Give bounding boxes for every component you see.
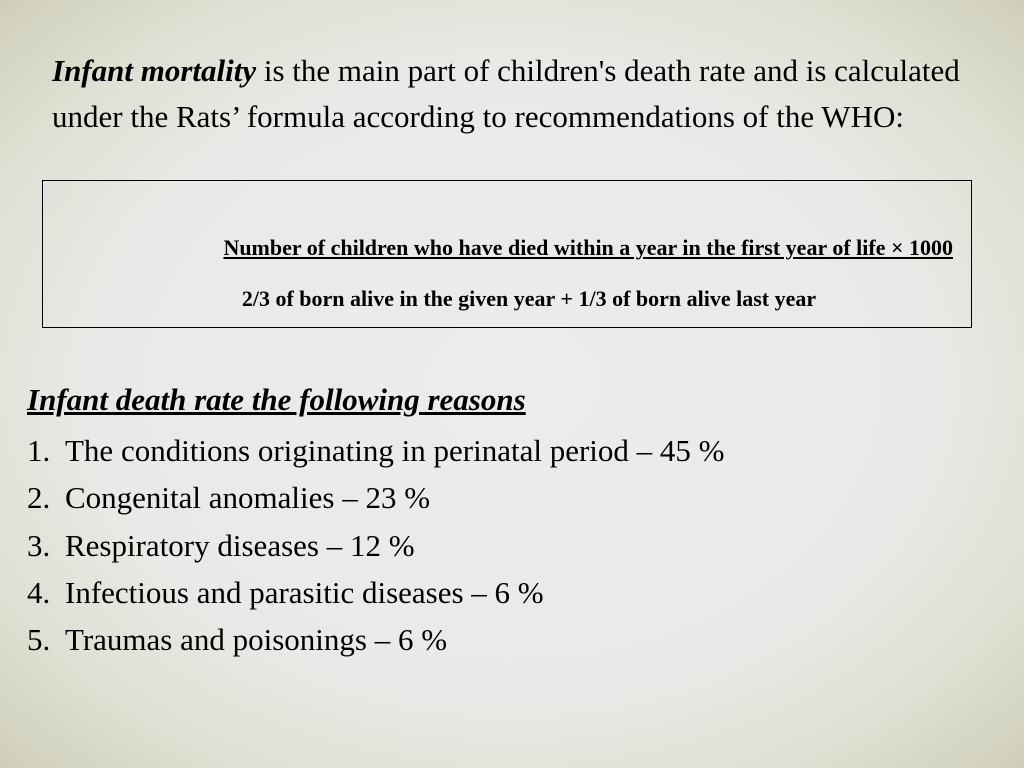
list-item-text: Traumas and poisonings – 6 % [65, 622, 448, 658]
intro-term: Infant mortality [52, 53, 257, 88]
list-item [27, 618, 724, 665]
list-item-text: The conditions originating in perinatal period – 45 % [65, 433, 725, 468]
list-item-text: Respiratory diseases – 12 % [65, 527, 415, 563]
list-item-number: 1. [27, 433, 51, 468]
reasons-list [27, 429, 724, 665]
reasons-heading: Infant death rate the following reasons [27, 382, 526, 417]
list-item [27, 429, 724, 476]
list-item-number: 5. [27, 622, 51, 658]
formula-denominator: 2/3 of born alive in the given year + 1/3 of born alive last year [241, 286, 817, 311]
intro-paragraph [52, 48, 982, 140]
list-item [27, 524, 724, 571]
list-item [27, 571, 724, 618]
intro-text: is the main part of children's death rate and is calculated under the Rats’ formula according to recommendations of the WHO: [52, 53, 960, 134]
list-item-text: Infectious and parasitic diseases – 6 % [65, 574, 544, 610]
list-item-number: 2. [27, 480, 51, 516]
list-item-number: 4. [27, 574, 51, 610]
formula-numerator: Number of children who have died within a year in the first year of life × 1000 [223, 235, 953, 260]
list-item-text: Congenital anomalies – 23 % [65, 480, 431, 516]
formula-box [42, 180, 972, 328]
list-item [27, 476, 724, 523]
list-item-number: 3. [27, 527, 51, 563]
